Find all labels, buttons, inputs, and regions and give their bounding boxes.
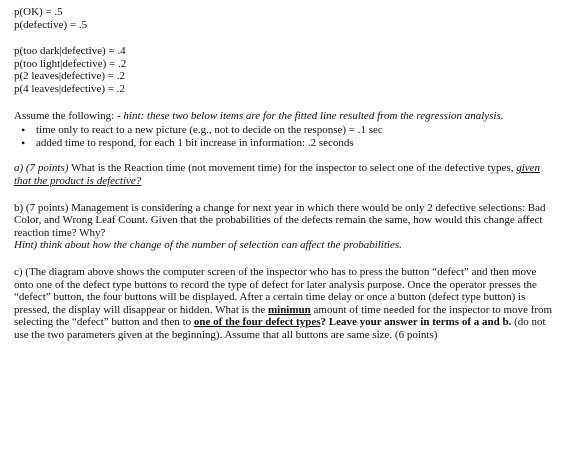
question-a-condition: given that the product is defective? (14, 162, 541, 187)
assumptions-paragraph (14, 110, 554, 123)
question-c-part2: amount of time needed for the inspector to move from selecting the “defect” button and then to (14, 303, 553, 329)
p-ok: p(OK) = .5 (14, 6, 63, 18)
assumptions-list (14, 124, 551, 149)
assumptions-lead: Assume the following: - (14, 109, 124, 122)
p-too-light: p(too light|defective) = .2 (14, 57, 127, 70)
question-c-four-defect: one of the four defect types (193, 316, 321, 329)
assumptions-hint: hint: these two below items are for the fitted line resulted from the regression analysis. (123, 109, 504, 122)
assumption-item: • added time to respond, for each 1 bit increase in information: .2 seconds (14, 137, 551, 150)
p-defective: p(defective) = .5 (14, 18, 88, 31)
question-c-part1: c) (The diagram above shows the computer screen of the inspector who has to press the button “defect” and then move onto one of the defect type buttons to record the type of defect for later analysis purpose. Once the operator presses the “defect” button, the four buttons will be displayed. After a certain time delay or once a button (defect type button) is pressed, the display will disappear or hidden. What is the (14, 265, 537, 316)
question-a-text: What is the Reaction time (not movement time) for the inspector to select one of the defective types, (71, 162, 517, 175)
question-c-part3: ? Leave your answer in terms of a and b. (320, 316, 512, 329)
question-c (14, 266, 554, 342)
p-too-dark: p(too dark|defective) = .4 (14, 45, 126, 58)
question-b: b) (7 points) Management is considering a change for next year in which there would be only 2 defective selections: Bad Color, and Wrong Leaf Count. Given that the probabilities of the defects remain the same, how would this change affect reaction time? Why? (14, 201, 546, 239)
question-a (14, 162, 554, 187)
question-a-prefix: a) (7 points) (14, 162, 72, 175)
question-c-minimum: minimun (267, 303, 311, 316)
question-b-hint: Hint) think about how the change of the number of selection can affect the probabilities. (14, 239, 402, 252)
assumption-item: • time only to react to a new picture (e.g., not to decide on the response) = .1 sec (14, 124, 551, 137)
question-c-part4: (do not use the two parameters given at the beginning). Assume that all buttons are same size. (6 points) (14, 316, 546, 341)
p-2-leaves: p(2 leaves|defective) = .2 (14, 70, 126, 83)
p-4-leaves: p(4 leaves|defective) = .2 (14, 82, 126, 95)
